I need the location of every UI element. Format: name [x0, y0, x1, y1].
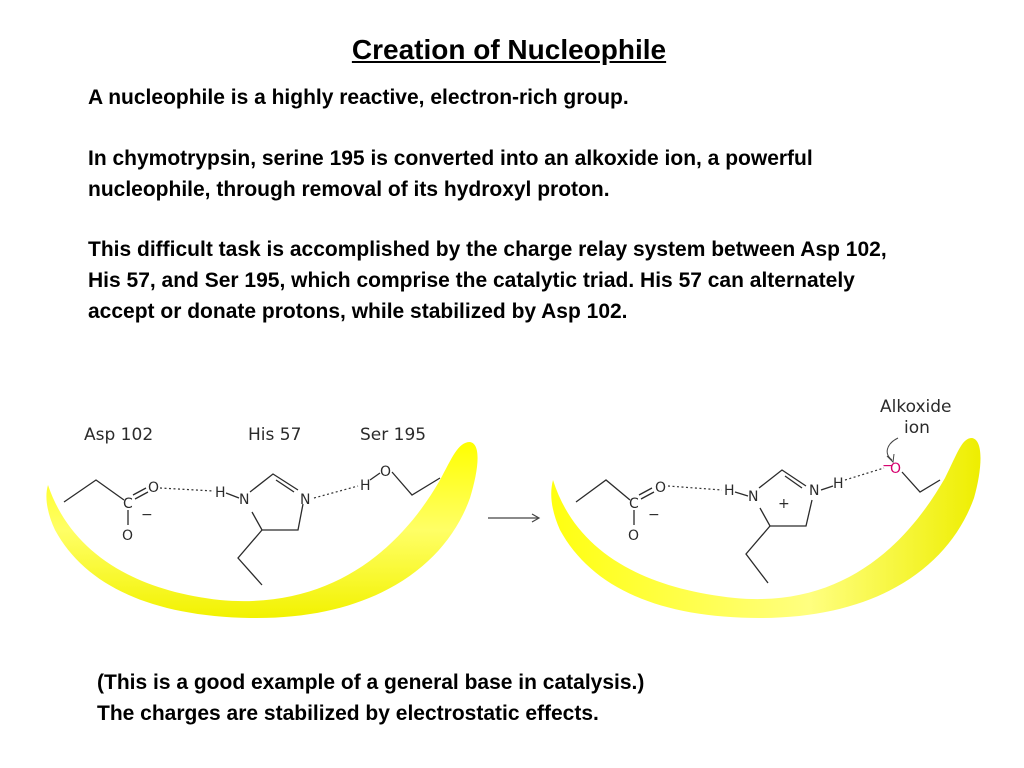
- his2-nh-bond: [735, 492, 748, 496]
- paragraph-serine-alkoxide: In chymotrypsin, serine 195 is converted into an alkoxide ion, a powerful nucleophile, through removal of its hydroxyl proton.: [88, 147, 813, 201]
- ser-oh-bond: [370, 473, 380, 480]
- asp-carbon: C: [123, 496, 133, 512]
- his-imidazole-ring: [250, 474, 303, 530]
- his2-hydrogen-right: H: [833, 476, 844, 492]
- alkoxide-oxygen: O: [890, 461, 902, 477]
- his2-nitrogen-right: N: [809, 483, 820, 499]
- asp-oxygen-bottom: O: [122, 528, 134, 544]
- catalytic-triad-diagram: [0, 380, 1024, 630]
- asp-oxygen-top: O: [148, 480, 160, 496]
- asp-chain-bonds: [64, 480, 124, 502]
- footnote-general-base: (This is a good example of a general base in catalysis.): [97, 671, 645, 694]
- asp2-oxygen-bottom: O: [628, 528, 640, 544]
- ser-oxygen: O: [380, 464, 392, 480]
- left-panel-initial-state: [46, 425, 477, 618]
- alkoxide-label-line1: Alkoxide: [880, 397, 952, 417]
- reaction-arrow: [488, 514, 539, 522]
- hbond-his2-alkoxide: [845, 468, 884, 480]
- his2-hydrogen-left: H: [724, 483, 735, 499]
- his-side-chain: [238, 530, 262, 585]
- asp2-chain-bonds: [576, 480, 630, 502]
- asp-double-bond: [133, 488, 148, 499]
- his2-plus-charge: +: [778, 496, 790, 512]
- asp2-minus-charge: −: [648, 507, 660, 523]
- asp-minus-charge: −: [141, 507, 153, 523]
- alkoxide-side-chain: [902, 472, 940, 492]
- his2-nh-right-bond: [821, 486, 833, 490]
- asp2-carbon: C: [629, 496, 639, 512]
- asp2-double-bond: [639, 488, 654, 499]
- his2-nitrogen-left: N: [748, 489, 759, 505]
- ser-side-chain: [392, 472, 440, 495]
- asp2-oxygen-top: O: [655, 480, 667, 496]
- alkoxide-pointer-arrow: [887, 438, 898, 460]
- hbond-asp-his: [160, 488, 214, 491]
- his-hydrogen-left: H: [215, 485, 226, 501]
- his-nitrogen-left: N: [239, 492, 250, 508]
- ser-label: Ser 195: [360, 425, 427, 445]
- his-nitrogen-right: N: [300, 492, 311, 508]
- slide-title: Creation of Nucleophile: [351, 34, 667, 65]
- hbond-his-ser: [314, 486, 358, 498]
- ser-hydrogen: H: [360, 478, 371, 494]
- right-protein-backbone: [551, 438, 980, 618]
- hbond-asp2-his2: [668, 486, 722, 490]
- his-nh-bond: [226, 493, 239, 498]
- right-panel-alkoxide-state: [551, 397, 980, 618]
- asp-label: Asp 102: [84, 425, 154, 445]
- his-label: His 57: [248, 425, 302, 445]
- paragraph-charge-relay: This difficult task is accomplished by the charge relay system between Asp 102, His 57, and Ser 195, which comprise the catalytic triad. His 57 can alternately accept or donate protons, while stabilized by Asp 102.: [88, 238, 887, 323]
- footnote-electrostatic: The charges are stabilized by electrostatic effects.: [97, 702, 599, 725]
- paragraph-nucleophile-definition: A nucleophile is a highly reactive, electron-rich group.: [88, 86, 629, 109]
- his2-side-chain: [746, 526, 770, 583]
- alkoxide-label-line2: ion: [904, 418, 930, 438]
- alkoxide-minus-charge: −: [882, 458, 894, 474]
